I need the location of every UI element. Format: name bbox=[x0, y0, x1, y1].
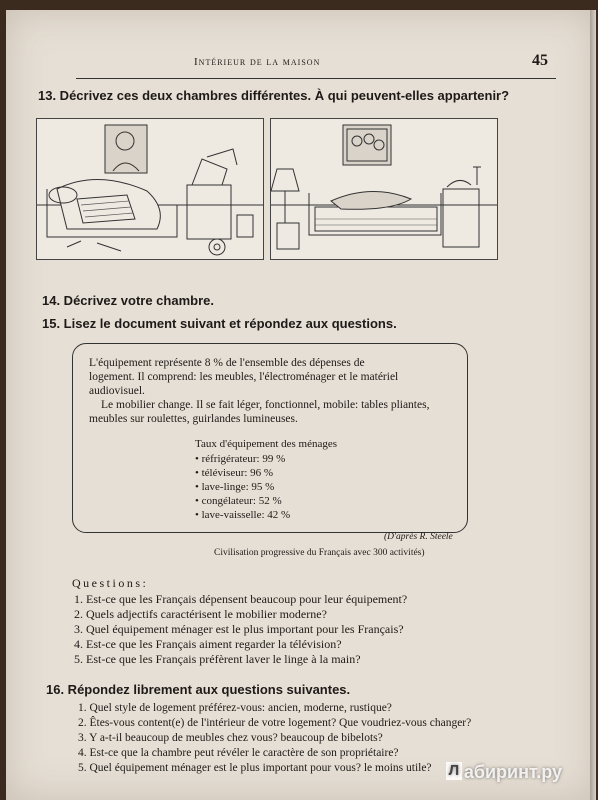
stat-item: • lave-linge: 95 % bbox=[195, 481, 275, 493]
doc-p1-line-3: audiovisuel. bbox=[89, 385, 145, 397]
exercise-15-heading: 15. Lisez le document suivant et répondez aux questions. bbox=[42, 316, 397, 331]
illustration-messy-room bbox=[36, 118, 264, 260]
messy-room-drawing bbox=[37, 119, 263, 259]
illustration-tidy-room bbox=[270, 118, 498, 260]
exercise-13-heading: 13. Décrivez ces deux chambres différentes. À qui peuvent-elles appartenir? bbox=[38, 88, 510, 103]
citation-source: Civilisation progressive du Français avec 300 activités) bbox=[214, 548, 425, 558]
doc-p1-line-2: logement. Il comprend: les meubles, l'électroménager et le matériel bbox=[89, 371, 399, 383]
document-box bbox=[72, 343, 468, 533]
stat-item: • lave-vaisselle: 42 % bbox=[195, 509, 291, 521]
questions-label: Questions: bbox=[72, 576, 149, 590]
question-15-4: 4. Est-ce que les Français aiment regarder la télévision? bbox=[74, 637, 342, 651]
exercise-16-heading: 16. Répondez librement aux questions suivantes. bbox=[46, 682, 351, 697]
stat-item: • congélateur: 52 % bbox=[195, 495, 282, 507]
question-15-1: 1. Est-ce que les Français dépensent beaucoup pour leur équipement? bbox=[74, 592, 408, 606]
question-16-3: 3. Y a-t-il beaucoup de meubles chez vous? beaucoup de bibelots? bbox=[78, 732, 383, 744]
question-16-1: 1. Quel style de logement préférez-vous: ancien, moderne, rustique? bbox=[78, 702, 392, 714]
stats-title: Taux d'équipement des ménages bbox=[195, 438, 338, 450]
page-number: 45 bbox=[532, 52, 548, 69]
question-15-3: 3. Quel équipement ménager est le plus important pour les Français? bbox=[74, 622, 404, 636]
citation-author: (D'après R. Steele bbox=[384, 532, 453, 542]
exercise-14-heading: 14. Décrivez votre chambre. bbox=[42, 293, 214, 308]
stat-item: • téléviseur: 96 % bbox=[195, 467, 274, 479]
labirint-logo-icon: Л bbox=[446, 762, 462, 780]
page-header bbox=[76, 48, 556, 79]
question-15-5: 5. Est-ce que les Français préfèrent laver le linge à la main? bbox=[74, 652, 361, 666]
question-15-2: 2. Quels adjectifs caractérisent le mobilier moderne? bbox=[74, 607, 327, 621]
doc-p2-line-2: meubles sur roulettes, guirlandes lumineuses. bbox=[89, 413, 298, 425]
doc-p2-line-1: Le mobilier change. Il se fait léger, fonctionnel, mobile: tables pliantes, bbox=[101, 399, 430, 411]
page-edge bbox=[590, 10, 596, 800]
running-title: Intérieur de la maison bbox=[194, 56, 321, 68]
stat-item: • réfrigérateur: 99 % bbox=[195, 453, 286, 465]
doc-p1-line-1: L'équipement représente 8 % de l'ensemble des dépenses de bbox=[89, 357, 365, 369]
watermark-text: абиринт.ру bbox=[463, 762, 562, 782]
book-page bbox=[6, 10, 596, 800]
tidy-room-drawing bbox=[271, 119, 497, 259]
question-16-2: 2. Êtes-vous content(e) de l'intérieur de votre logement? Que voudriez-vous changer? bbox=[78, 717, 472, 729]
question-16-4: 4. Est-ce que la chambre peut révéler le caractère de son propriétaire? bbox=[78, 747, 399, 759]
question-16-5: 5. Quel équipement ménager est le plus important pour vous? le moins utile? bbox=[78, 762, 432, 774]
labirint-watermark bbox=[446, 762, 562, 783]
